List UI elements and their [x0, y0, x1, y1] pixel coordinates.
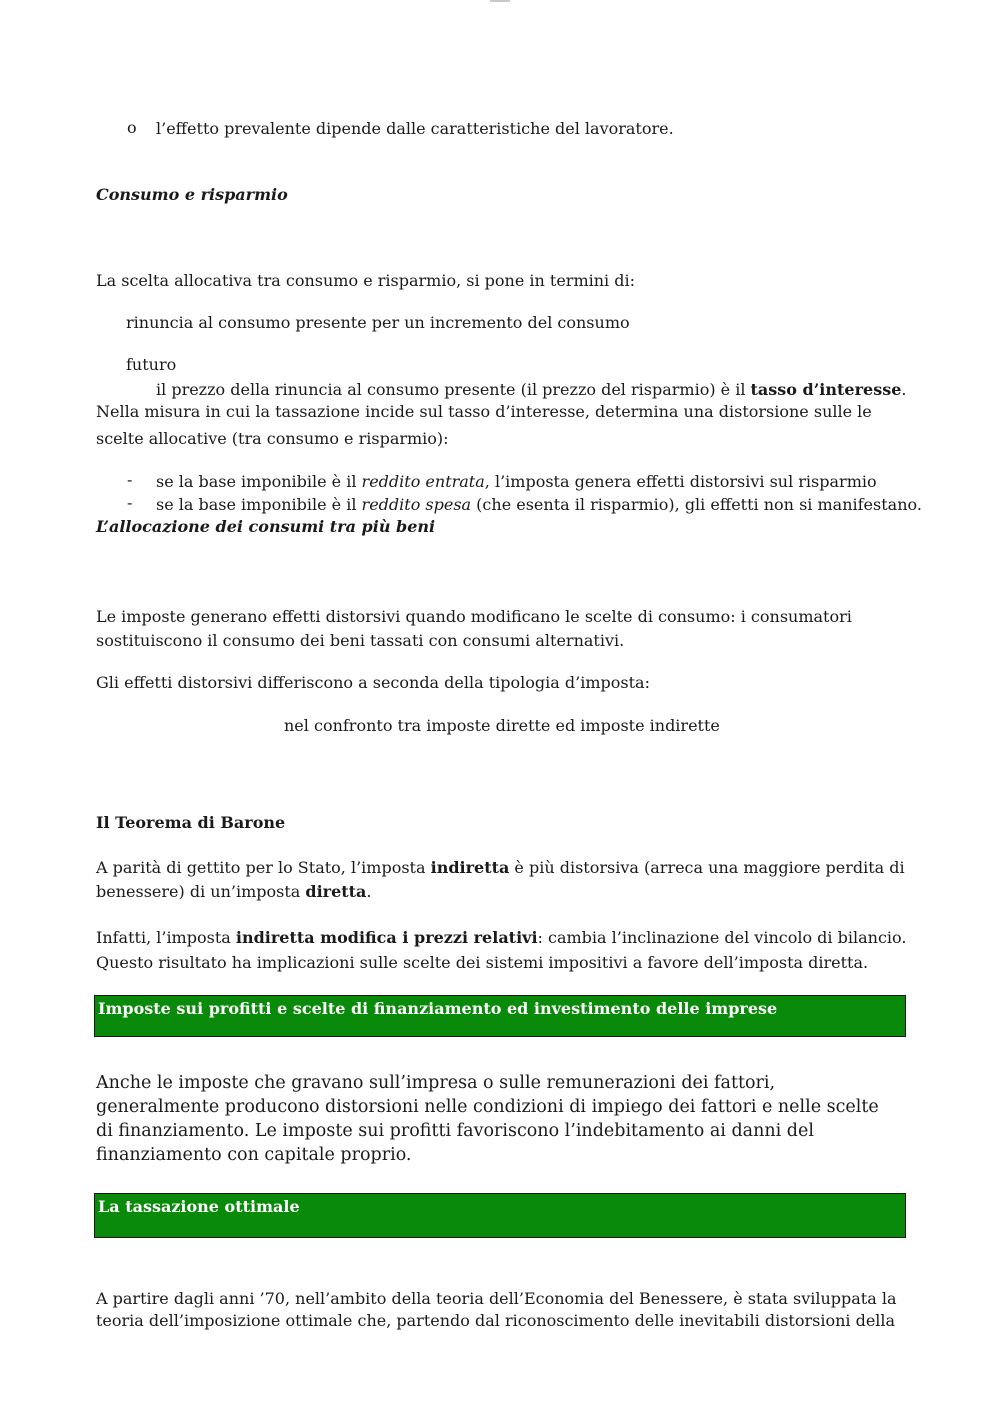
- heading-allocazione-consumi: L’allocazione dei consumi tra più beni: [96, 517, 436, 536]
- italic-term: reddito entrata: [361, 472, 485, 491]
- text-run: , l’imposta genera effetti distorsivi sul risparmio: [484, 472, 877, 491]
- paragraph: futuro: [126, 355, 177, 374]
- paragraph: [156, 378, 906, 402]
- bold-term: indiretta: [430, 858, 510, 877]
- bullet-marker: o: [127, 118, 137, 137]
- paragraph: Questo risultato ha implicazioni sulle scelte dei sistemi impositivi a favore dell’imposta diretta.: [96, 953, 869, 972]
- bullet-marker: -: [127, 470, 133, 489]
- section-band-imposte-profitti: [94, 995, 906, 1037]
- paragraph: Gli effetti distorsivi differiscono a seconda della tipologia d’imposta:: [96, 673, 650, 692]
- paragraph: [96, 926, 906, 950]
- list-item: [156, 493, 922, 517]
- text-run: .: [901, 380, 907, 399]
- intro-bullet-text: l’effetto prevalente dipende dalle caratteristiche del lavoratore.: [156, 119, 674, 138]
- text-run: se la base imponibile è il: [156, 495, 362, 514]
- paragraph: Nella misura in cui la tassazione incide sul tasso d’interesse, determina una distorsione sulle le: [96, 402, 872, 421]
- heading-consumo-risparmio: Consumo e risparmio: [96, 185, 288, 204]
- text-run: se la base imponibile è il: [156, 472, 362, 491]
- text-run: A parità di gettito per lo Stato, l’imposta: [96, 858, 431, 877]
- line: sostituiscono il consumo dei beni tassati con consumi alternativi.: [96, 631, 625, 650]
- heading-teorema-barone: Il Teorema di Barone: [96, 813, 286, 832]
- text-run: benessere) di un’imposta: [96, 882, 306, 901]
- band-title: Imposte sui profitti e scelte di finanziamento ed investimento delle imprese: [98, 999, 778, 1018]
- bold-term: tasso d’interesse: [750, 380, 902, 399]
- line: generalmente producono distorsioni nelle condizioni di impiego dei fattori e nelle scelte: [96, 1097, 879, 1117]
- bullet-marker: -: [127, 493, 133, 512]
- list-item: [156, 470, 877, 494]
- paragraph: scelte allocative (tra consumo e risparmio):: [96, 429, 449, 448]
- paragraph: [96, 605, 902, 653]
- paragraph: La scelta allocativa tra consumo e risparmio, si pone in termini di:: [96, 271, 635, 290]
- bold-term: diretta: [305, 882, 367, 901]
- band-title: La tassazione ottimale: [98, 1197, 300, 1216]
- text-run: : cambia l’inclinazione del vincolo di bilancio.: [537, 928, 907, 947]
- line: finanziamento con capitale proprio.: [96, 1145, 412, 1165]
- text-run: (che esenta il risparmio), gli effetti non si manifestano.: [471, 495, 922, 514]
- paragraph-justified: [96, 1071, 906, 1167]
- paragraph: [96, 856, 905, 880]
- paragraph: rinuncia al consumo presente per un incremento del consumo: [126, 313, 630, 332]
- text-run: il prezzo della rinuncia al consumo presente (il prezzo del risparmio) è il: [156, 380, 751, 399]
- section-band-tassazione-ottimale: [94, 1193, 906, 1238]
- line: Le imposte generano effetti distorsivi quando modificano le scelte di consumo: i consumatori: [96, 607, 852, 626]
- line: Anche le imposte che gravano sull’impresa o sulle remunerazioni dei fattori,: [96, 1073, 776, 1093]
- text-run: .: [366, 882, 372, 901]
- bold-term: indiretta modifica i prezzi relativi: [235, 928, 538, 947]
- paragraph-justified: [96, 1288, 906, 1332]
- line: teoria dell’imposizione ottimale che, partendo dal riconoscimento delle inevitabili distorsioni della: [96, 1311, 896, 1330]
- line: di finanziamento. Le imposte sui profitti favoriscono l’indebitamento ai danni del: [96, 1121, 814, 1141]
- text-run: Infatti, l’imposta: [96, 928, 236, 947]
- line: A partire dagli anni ’70, nell’ambito della teoria dell’Economia del Benessere, è stata sviluppata la: [96, 1289, 897, 1308]
- paragraph: nel confronto tra imposte dirette ed imposte indirette: [284, 716, 720, 735]
- text-run: è più distorsiva (arreca una maggiore perdita di: [509, 858, 905, 877]
- italic-term: reddito spesa: [361, 495, 472, 514]
- page-top-mark: [490, 0, 510, 2]
- paragraph: [96, 880, 372, 904]
